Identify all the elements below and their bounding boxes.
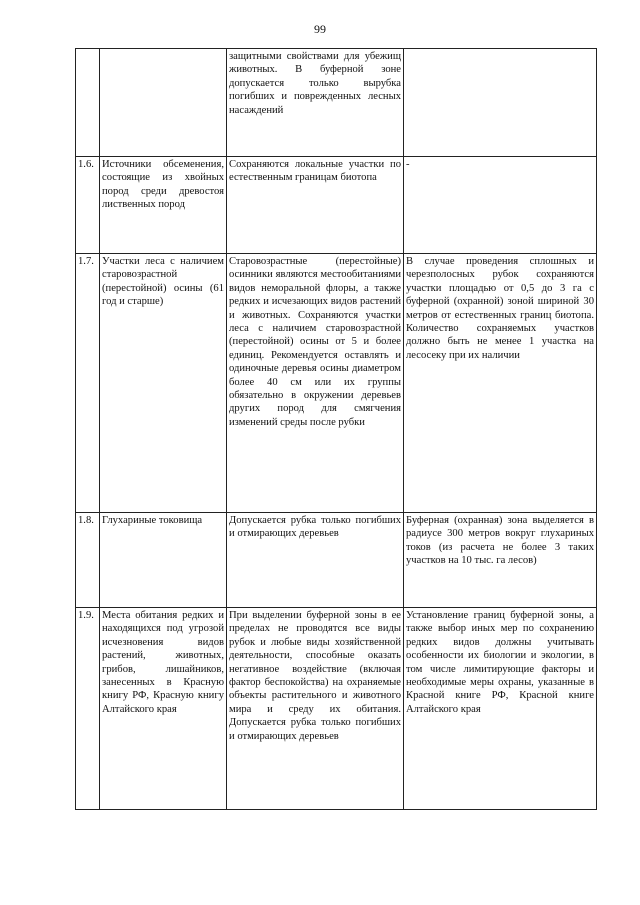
object-cell: Участки леса с наличием старовозрастной (перестойной) осины (61 год и старше) [100,254,227,513]
habitat-protection-table [75,48,597,810]
buffer-cell: Установление границ буферной зоны, а также выбор иных мер по сохранению редких видов должны учитывать особенности их биологии и экологии, в том числе лимитирующие факторы и необходимые меры охраны, указанные в Красной книге РФ, Красной книге Алтайского края [404,608,597,810]
regime-cell: Старовозрастные (перестойные) осинники являются местообитаниями видов неморальной флоры, а также редких и исчезающих видов растений и животных. Сохраняются участки леса с наличием старовозрастной (перестойной) осины от 5 и более единиц. Рекомендуется оставлять и одиночные деревья осины диаметром более 40 см или их группы обязательно в окружении деревьев других пород для смягчения изменений среды после рубки [227,254,404,513]
row-number-cell: 1.6. [76,157,100,254]
page-number: 99 [314,22,326,36]
object-cell: Места обитания редких и находящихся под угрозой исчезновения видов растений, животных, грибов, лишайников, занесенных в Красную книгу РФ, Красную книгу Алтайского края [100,608,227,810]
buffer-cell: - [404,157,597,254]
object-cell: Источники обсеменения, состоящие из хвойных пород среди древостоя лиственных пород [100,157,227,254]
buffer-cell: Буферная (охранная) зона выделяется в радиусе 300 метров вокруг глухариных токов (из расчета не более 3 таких участков на 10 тыс. га лесов) [404,513,597,608]
row-number-cell: 1.8. [76,513,100,608]
regime-cell: Допускается рубка только погибших и отмирающих деревьев [227,513,404,608]
object-cell [100,49,227,157]
table-row [76,49,597,157]
regime-cell: защитными свойствами для убежищ животных. В буферной зоне допускается только вырубка погибших и поврежденных лесных насаждений [227,49,404,157]
row-number-cell [76,49,100,157]
table-row [76,157,597,254]
object-cell: Глухариные токовища [100,513,227,608]
table-row [76,513,597,608]
regime-cell: Сохраняются локальные участки по естественным границам биотопа [227,157,404,254]
regime-cell: При выделении буферной зоны в ее пределах не проводятся все виды рубок и любые виды хозяйственной деятельности, способные оказать негативное воздействие (включая фактор беспокойства) на охраняемые объекты растительного и животного мира и среду их обитания. Допускается рубка только погибших и отмирающих деревьев [227,608,404,810]
row-number-cell: 1.7. [76,254,100,513]
buffer-cell: В случае проведения сплошных и черезполосных рубок сохраняются участки площадью от 0,5 до 3 га с буферной (охранной) зоной шириной 30 метров от естественных границ биотопа. Количество сохраняемых участков должно быть не менее 1 участка на лесосеку при их наличии [404,254,597,513]
row-number-cell: 1.9. [76,608,100,810]
buffer-cell [404,49,597,157]
table-row [76,254,597,513]
table-row [76,608,597,810]
